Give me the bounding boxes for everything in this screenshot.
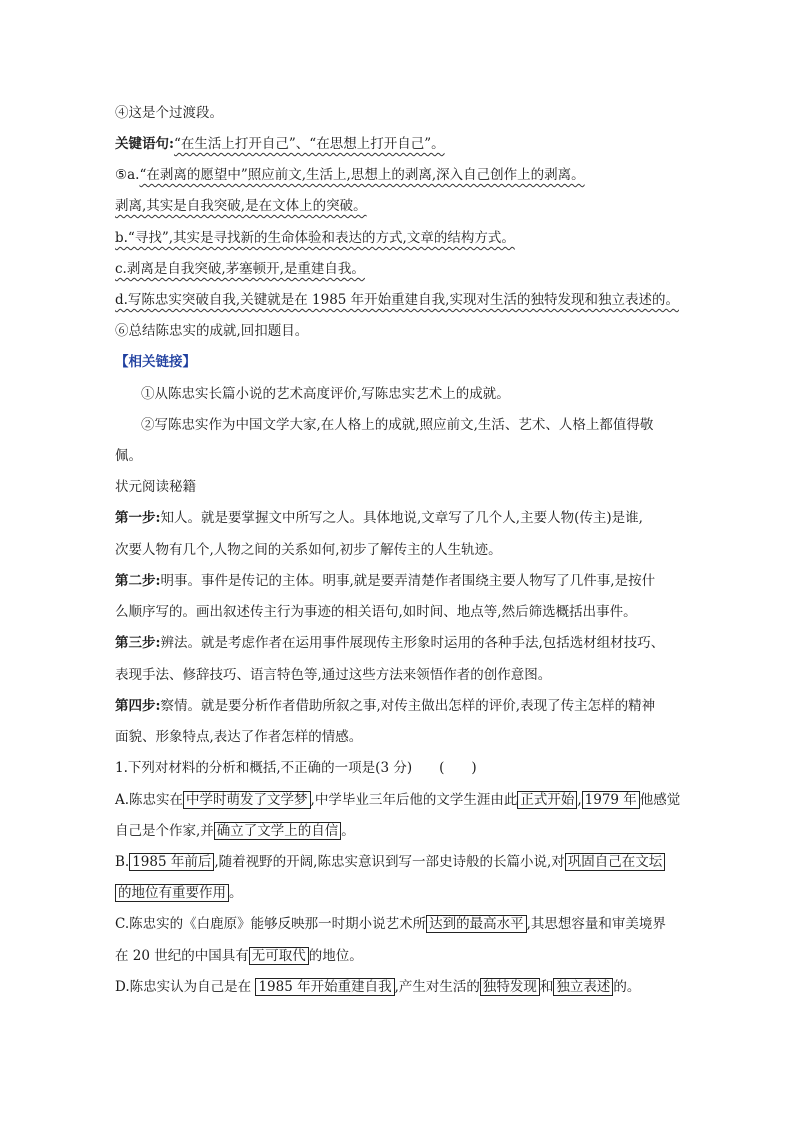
paragraph-5a-line <box>115 166 585 184</box>
boxed-phrase: 正式开始 <box>517 791 577 809</box>
text: 。 <box>341 823 355 839</box>
text: ①从陈忠实长篇小说的艺术高度评价,写陈忠实艺术上的成就。 <box>141 386 510 402</box>
boxed-phrase: 达到的最高水平 <box>426 915 527 933</box>
boxed-phrase: 独特发现 <box>480 978 540 996</box>
text: ,产生对生活的 <box>394 979 480 995</box>
text: ,其思想容量和审美境界 <box>526 916 666 932</box>
option-a <box>115 791 680 809</box>
text: A.陈忠实在 <box>115 792 184 808</box>
step-label: 第二步: <box>115 573 161 589</box>
text: 剥离,其实是自我突破,是在文体上的突破。 <box>115 198 367 214</box>
text: 明事。事件是传记的主体。明事,就是要弄清楚作者围绕主要人物写了几件事,是按什 <box>160 573 656 589</box>
related-link-2 <box>141 416 653 434</box>
step-label: 第四步: <box>115 698 161 714</box>
text: 知人。就是要掌握文中所写之人。具体地说,文章写了几个人,主要人物(传主)是谁, <box>160 510 643 526</box>
paragraph-5b-line <box>115 229 515 247</box>
option-c-cont <box>115 947 363 965</box>
text: 和 <box>539 979 554 995</box>
option-b-cont <box>115 884 243 902</box>
text: 辨法。就是考虑作者在运用事件展现传主形象时运用的各种手法,包括选材组材技巧、 <box>160 635 665 651</box>
text: 的地位。 <box>308 948 363 964</box>
text: 次要人物有几个,人物之间的关系如何,初步了解传主的人生轨迹。 <box>115 542 502 558</box>
boxed-phrase: 1979 年 <box>582 791 640 809</box>
option-b <box>115 853 665 871</box>
text: 。 <box>229 885 243 901</box>
boxed-phrase: 1985 年开始重建自我 <box>255 978 394 996</box>
text: 佩。 <box>115 448 142 464</box>
paragraph-6-note <box>115 322 308 340</box>
text: 在 20 世纪的中国具有 <box>115 948 249 964</box>
step-2 <box>115 572 655 590</box>
text: ⑥总结陈忠实的成就,回扣题目。 <box>115 323 309 339</box>
option-c <box>115 915 666 933</box>
boxed-phrase: 巩固自己在文坛 <box>565 853 666 871</box>
text: 他感觉 <box>639 792 681 808</box>
section-title: 状元阅读秘籍 <box>115 479 196 495</box>
related-link-2-cont <box>115 447 142 465</box>
text: 察情。就是要分析作者借助所叙之事,对传主做出怎样的评价,表现了传主怎样的精神 <box>160 698 656 714</box>
step-label: 第一步: <box>115 510 161 526</box>
option-d <box>115 978 640 996</box>
paragraph-5a-text: “在剥离的愿望中”照应前文,生活上,思想上的剥离,深入自己创作上的剥离。 <box>139 167 585 183</box>
question-stem <box>115 759 477 777</box>
text: b.“寻找”,其实是寻找新的生命体验和表达的方式,文章的结构方式。 <box>115 230 515 246</box>
text: 么顺序写的。画出叙述传主行为事迹的相关语句,如时间、地点等,然后筛选概括出事件。 <box>115 604 637 620</box>
text: d.写陈忠实突破自我,关键就是在 1985 年开始重建自我,实现对生活的独特发现和独立表述的。 <box>115 292 679 308</box>
paragraph-5a-cont <box>115 197 367 215</box>
text: C.陈忠实的《白鹿原》能够反映那一时期小说艺术所 <box>115 916 427 932</box>
text: 1.下列对材料的分析和概括,不正确的一项是(3 分) ( ) <box>115 760 477 776</box>
text: 自己是个作家,并 <box>115 823 214 839</box>
text: 的。 <box>613 979 641 995</box>
boxed-phrase: 独立表述 <box>553 978 613 996</box>
step-4 <box>115 697 655 715</box>
step-1-cont <box>115 541 502 559</box>
boxed-phrase: 中学时萌发了文学梦 <box>183 791 311 809</box>
paragraph-5c-line <box>115 260 365 278</box>
related-link-1 <box>141 385 510 403</box>
boxed-phrase: 的地位有重要作用 <box>115 884 229 902</box>
boxed-phrase: 确立了文学上的自信 <box>214 822 342 840</box>
key-sentence-label: 关键语句: <box>115 136 174 152</box>
secret-title <box>115 478 196 496</box>
text: 表现手法、修辞技巧、语言特色等,通过这些方法来领悟作者的创作意图。 <box>115 667 552 683</box>
paragraph-4-note <box>115 104 223 122</box>
text: B. <box>115 854 130 870</box>
item-prefix: ⑤a. <box>115 167 140 183</box>
step-label: 第三步: <box>115 635 161 651</box>
text: c.剥离是自我突破,茅塞顿开,是重建自我。 <box>115 261 365 277</box>
heading-text: 【相关链接】 <box>115 354 196 370</box>
text: ,中学毕业三年后他的文学生涯由此 <box>310 792 518 808</box>
boxed-phrase: 无可取代 <box>249 947 309 965</box>
text: ,随着视野的开阔,陈忠实意识到写一部史诗般的长篇小说,对 <box>214 854 565 870</box>
related-links-heading <box>115 353 196 371</box>
step-2-cont <box>115 603 637 621</box>
step-3 <box>115 634 664 652</box>
boxed-phrase: 1985 年前后 <box>129 853 214 871</box>
step-1 <box>115 509 643 527</box>
text: ④这是个过渡段。 <box>115 105 223 121</box>
key-sentence-line <box>115 135 445 153</box>
text: ②写陈忠实作为中国文学大家,在人格上的成就,照应前文,生活、艺术、人格上都值得敬 <box>141 417 654 433</box>
text: 面貌、形象特点,表达了作者怎样的情感。 <box>115 729 363 745</box>
paragraph-5d-line <box>115 291 679 309</box>
option-a-cont <box>115 822 355 840</box>
step-4-cont <box>115 728 362 746</box>
step-3-cont <box>115 666 551 684</box>
text: , <box>577 792 582 808</box>
text: D.陈忠实认为自己是在 <box>115 979 256 995</box>
key-sentence-text: “在生活上打开自己”、“在思想上打开自己”。 <box>173 136 445 152</box>
